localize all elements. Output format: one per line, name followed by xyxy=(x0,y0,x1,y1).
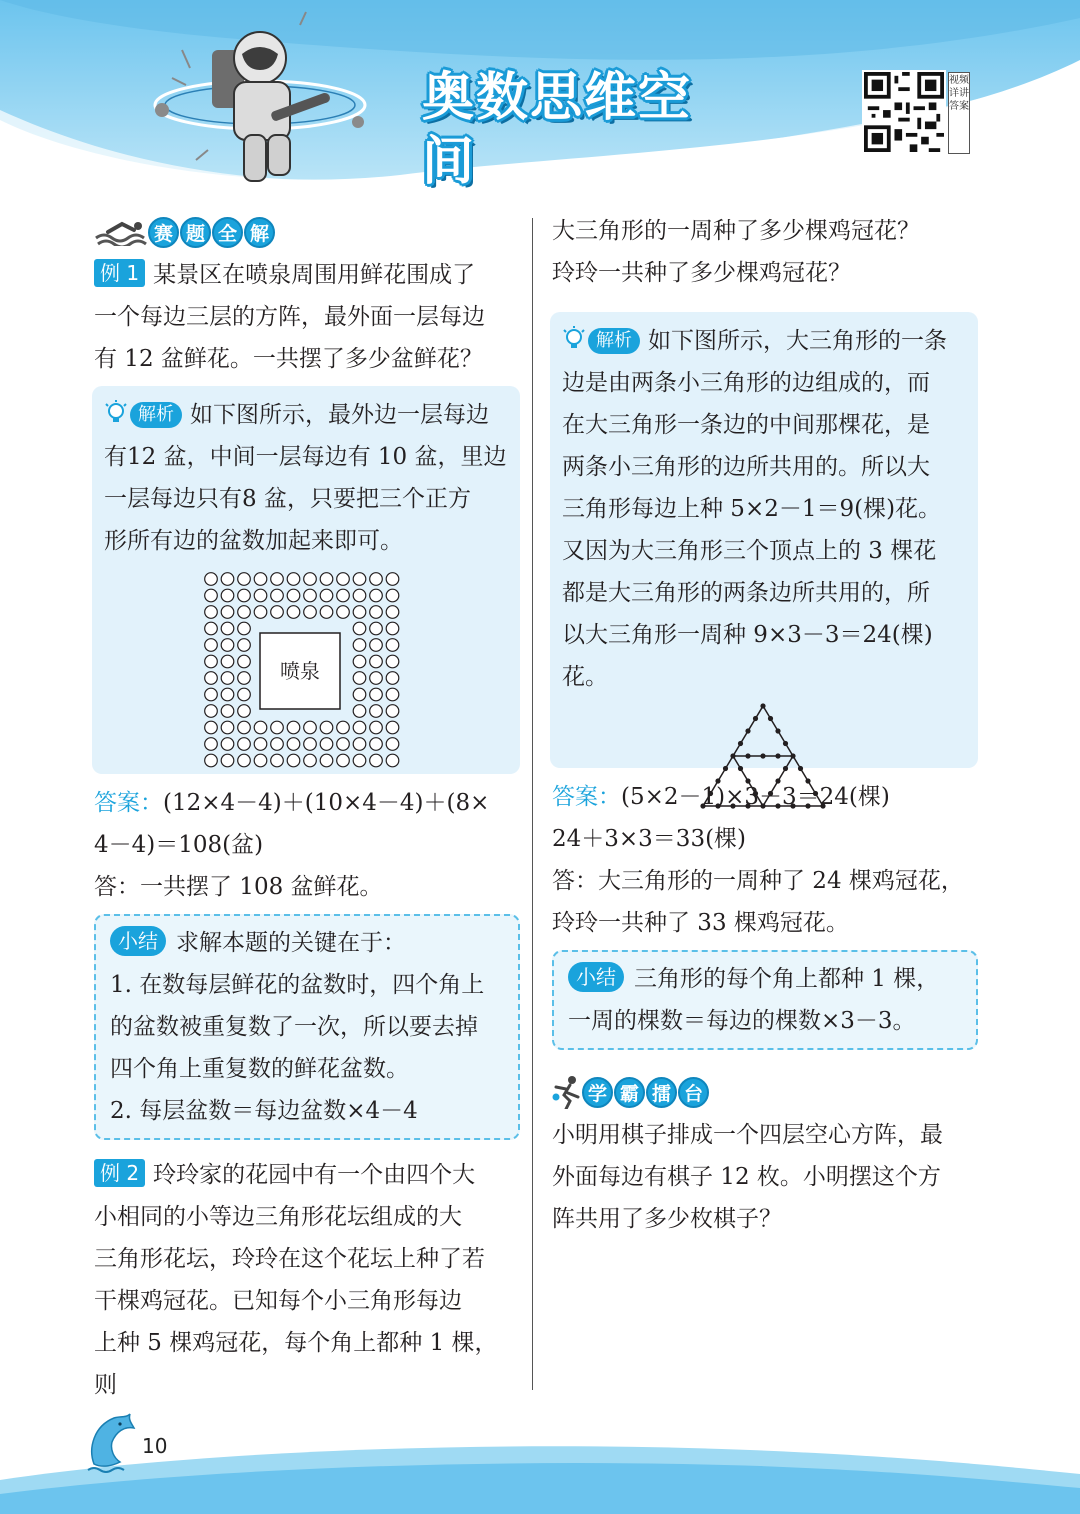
answer-2-label: 答案： xyxy=(552,784,621,810)
flower-pot-circle xyxy=(304,589,317,602)
flower-pot-circle xyxy=(205,639,218,652)
flower-pot-circle xyxy=(320,589,333,602)
flower-dot xyxy=(745,728,750,733)
flower-pot-circle xyxy=(370,705,383,718)
flower-pot-circle xyxy=(304,721,317,734)
flower-pot-circle xyxy=(320,721,333,734)
analysis-1-line: 一层每边只有8 盆，只要把三个正方 xyxy=(104,486,471,512)
analysis-2-line: 如下图所示，大三角形的一条 xyxy=(648,328,947,354)
answer-2-line: 答：大三角形的一周种了 24 棵鸡冠花， xyxy=(552,868,964,894)
flower-pot-circle xyxy=(386,606,399,619)
flower-pot-circle xyxy=(386,688,399,701)
example-2-line: 玲玲一共种了多少棵鸡冠花？ xyxy=(552,260,851,286)
answer-2 xyxy=(552,776,978,944)
example-2-continued xyxy=(552,210,978,294)
example-2-line: 三角形花坛，玲玲在这个花坛上种了若 xyxy=(94,1246,485,1272)
example-1-line: 某景区在喷泉周围用鲜花围成了 xyxy=(153,262,476,288)
flower-pot-circle xyxy=(386,754,399,767)
flower-pot-circle xyxy=(353,721,366,734)
fountain-label: 喷泉 xyxy=(280,659,320,683)
flower-dot xyxy=(768,716,773,721)
flower-pot-circle xyxy=(287,573,300,586)
answer-1-label: 答案： xyxy=(94,790,163,816)
flower-pot-circle xyxy=(205,655,218,668)
analysis-2-line: 以大三角形一周种 9×3－3＝24(棵)花。 xyxy=(562,622,933,690)
page-number: 10 xyxy=(142,1434,168,1458)
analysis-2-line: 在大三角形一条边的中间那棵花，是 xyxy=(562,412,930,438)
section-title-char: 霸 xyxy=(614,1077,645,1108)
section-title-char: 学 xyxy=(582,1077,613,1108)
flower-dot xyxy=(760,703,765,708)
flower-pot-circle xyxy=(353,688,366,701)
challenge-problem xyxy=(552,1114,978,1240)
flower-pot-circle xyxy=(271,573,284,586)
flower-pot-circle xyxy=(386,573,399,586)
qr-label: 视频详讲答案 xyxy=(948,72,970,154)
section-title-char: 题 xyxy=(180,217,211,248)
athlete-icon xyxy=(552,1075,582,1109)
flower-pot-circle xyxy=(337,738,350,751)
example-2-line: 玲玲家的花园中有一个由四个大 xyxy=(153,1162,476,1188)
flower-pot-circle xyxy=(320,738,333,751)
flower-pot-circle xyxy=(221,721,234,734)
flower-pot-circle xyxy=(238,672,251,685)
challenge-line: 小明用棋子排成一个四层空心方阵，最 xyxy=(552,1122,943,1148)
flower-pot-circle xyxy=(287,606,300,619)
analysis-2-line: 三角形每边上种 5×2－1＝9(棵)花。 xyxy=(562,496,942,522)
flower-pot-circle xyxy=(353,573,366,586)
flower-pot-circle xyxy=(254,606,267,619)
answer-2-line: 24＋3×3＝33(棵) xyxy=(552,826,747,852)
flower-pot-circle xyxy=(370,589,383,602)
flower-pot-circle xyxy=(370,655,383,668)
flower-pot-circle xyxy=(287,721,300,734)
flower-pot-circle xyxy=(370,672,383,685)
flower-pot-circle xyxy=(271,754,284,767)
flower-dot xyxy=(790,753,795,758)
flower-pot-circle xyxy=(254,573,267,586)
flower-pot-circle xyxy=(205,705,218,718)
flower-pot-circle xyxy=(337,589,350,602)
flower-pot-circle xyxy=(353,705,366,718)
flower-pot-circle xyxy=(337,754,350,767)
challenge-line: 外面每边有棋子 12 枚。小明摆这个方 xyxy=(552,1164,941,1190)
section-title-char: 赛 xyxy=(148,217,179,248)
flower-pot-circle xyxy=(337,606,350,619)
example-2-tag: 例 2 xyxy=(94,1159,145,1187)
example-2 xyxy=(94,1154,520,1406)
flower-pot-circle xyxy=(287,754,300,767)
flower-pot-circle xyxy=(221,655,234,668)
flower-pot-circle xyxy=(386,738,399,751)
flower-dot xyxy=(775,728,780,733)
flower-pot-circle xyxy=(238,754,251,767)
flower-pot-circle xyxy=(221,606,234,619)
flower-pot-circle xyxy=(304,606,317,619)
flower-pot-circle xyxy=(370,622,383,635)
flower-pot-circle xyxy=(254,721,267,734)
example-1-line: 一个每边三层的方阵，最外面一层每边 xyxy=(94,304,485,330)
flower-pot-circle xyxy=(370,721,383,734)
analysis-1-box xyxy=(92,386,520,774)
qr-code-icon[interactable] xyxy=(862,70,946,154)
right-column xyxy=(552,210,978,1240)
section-title-char: 全 xyxy=(212,217,243,248)
flower-pot-circle xyxy=(386,639,399,652)
example-2-line: 干棵鸡冠花。已知每个小三角形每边 xyxy=(94,1288,462,1314)
flower-pot-circle xyxy=(271,738,284,751)
flower-pot-circle xyxy=(205,573,218,586)
flower-pot-circle xyxy=(254,589,267,602)
flower-pot-circle xyxy=(205,754,218,767)
swimmer-icon xyxy=(94,218,148,246)
page-title: 奥数思维空间 xyxy=(422,68,693,192)
flower-pot-circle xyxy=(205,688,218,701)
flower-pot-circle xyxy=(271,589,284,602)
example-2-line: 上种 5 棵鸡冠花，每个角上都种 1 棵，则 xyxy=(94,1330,498,1398)
analysis-2-line: 都是大三角形的两条边所共用的，所 xyxy=(562,580,930,606)
example-1-line: 有 12 盆鲜花。一共摆了多少盆鲜花？ xyxy=(94,346,483,372)
left-column xyxy=(94,210,520,1406)
flower-pot-circle xyxy=(353,589,366,602)
summary-2-line: 三角形的每个角上都种 1 棵， xyxy=(634,966,940,992)
flower-pot-circle xyxy=(370,573,383,586)
flower-pot-circle xyxy=(370,754,383,767)
flower-dot xyxy=(760,753,765,758)
flower-pot-circle xyxy=(271,606,284,619)
astronaut-illustration xyxy=(150,10,380,195)
flower-dot xyxy=(798,766,803,771)
analysis-2-line: 边是由两条小三角形的边组成的，而 xyxy=(562,370,930,396)
flower-pot-circle xyxy=(353,639,366,652)
flower-pot-circle xyxy=(238,573,251,586)
analysis-2-line: 又因为大三角形三个顶点上的 3 棵花 xyxy=(562,538,937,564)
answer-1 xyxy=(94,782,520,908)
flower-pot-circle xyxy=(320,573,333,586)
flower-pot-circle xyxy=(271,721,284,734)
section-title-char: 台 xyxy=(678,1077,709,1108)
flower-dot xyxy=(783,741,788,746)
summary-1-line: 1. 在数每层鲜花的盆数时，四个角上 xyxy=(110,972,485,998)
analysis-2-box xyxy=(550,312,978,768)
challenge-line: 阵共用了多少枚棋子？ xyxy=(552,1206,782,1232)
flower-pot-circle xyxy=(370,738,383,751)
flower-pot-circle xyxy=(205,738,218,751)
summary-2-badge: 小结 xyxy=(568,962,624,992)
answer-1-line: 答：一共摆了 108 盆鲜花。 xyxy=(94,874,383,900)
section-title-char: 擂 xyxy=(646,1077,677,1108)
flower-pot-circle xyxy=(221,622,234,635)
flower-pot-circle xyxy=(370,688,383,701)
flower-pot-circle xyxy=(221,738,234,751)
flower-pot-circle xyxy=(238,606,251,619)
flower-dot xyxy=(730,753,735,758)
summary-1-badge: 小结 xyxy=(110,926,166,956)
flower-pot-circle xyxy=(386,705,399,718)
summary-1-line: 的盆数被重复数了一次，所以要去掉 xyxy=(110,1014,478,1040)
lightbulb-icon xyxy=(562,326,586,352)
flower-dot xyxy=(745,753,750,758)
flower-pot-circle xyxy=(205,721,218,734)
flower-pot-circle xyxy=(370,639,383,652)
flower-pot-circle xyxy=(221,754,234,767)
flower-pot-circle xyxy=(353,606,366,619)
analysis-1-line: 如下图所示，最外边一层每边 xyxy=(190,402,489,428)
flower-pot-circle xyxy=(353,754,366,767)
analysis-2-badge: 解析 xyxy=(588,328,640,354)
flower-pot-circle xyxy=(205,622,218,635)
flower-pot-circle xyxy=(238,622,251,635)
flower-pot-circle xyxy=(386,672,399,685)
flower-pot-circle xyxy=(238,738,251,751)
flower-pot-circle xyxy=(287,589,300,602)
flower-dot xyxy=(775,753,780,758)
flower-square-figure xyxy=(200,568,406,774)
flower-dot xyxy=(753,716,758,721)
flower-pot-circle xyxy=(221,589,234,602)
flower-pot-circle xyxy=(221,688,234,701)
flower-pot-circle xyxy=(238,589,251,602)
flower-pot-circle xyxy=(353,655,366,668)
flower-pot-circle xyxy=(304,573,317,586)
flower-pot-circle xyxy=(320,754,333,767)
dolphin-icon xyxy=(84,1412,140,1474)
flower-dot xyxy=(738,766,743,771)
summary-1-line: 2. 每层盆数＝每边盆数×4－4 xyxy=(110,1098,418,1124)
flower-pot-circle xyxy=(386,655,399,668)
summary-1-box xyxy=(94,914,520,1140)
column-divider xyxy=(532,218,533,1390)
analysis-1-line: 有12 盆，中间一层每边有 10 盆，里边 xyxy=(104,444,507,470)
example-2-line: 小相同的小等边三角形花坛组成的大 xyxy=(94,1204,462,1230)
flower-pot-circle xyxy=(238,705,251,718)
flower-pot-circle xyxy=(221,705,234,718)
analysis-2-line: 两条小三角形的边所共用的。所以大 xyxy=(562,454,930,480)
answer-2-line: 玲玲一共种了 33 棵鸡冠花。 xyxy=(552,910,849,936)
section-heading-challenge xyxy=(552,1070,978,1114)
flower-pot-circle xyxy=(238,688,251,701)
summary-2-box xyxy=(552,950,978,1050)
flower-pot-circle xyxy=(238,721,251,734)
flower-pot-circle xyxy=(205,606,218,619)
flower-pot-circle xyxy=(304,738,317,751)
flower-pot-circle xyxy=(337,721,350,734)
flower-pot-circle xyxy=(221,639,234,652)
answer-1-line: (12×4－4)＋(10×4－4)＋(8× xyxy=(163,790,490,816)
flower-pot-circle xyxy=(205,589,218,602)
flower-pot-circle xyxy=(238,655,251,668)
flower-dot xyxy=(738,741,743,746)
summary-2-line: 一周的棵数＝每边的棵数×3－3。 xyxy=(568,1008,916,1034)
answer-2-line: (5×2－1)×3－3＝24(棵) xyxy=(621,784,890,810)
section-title-char: 解 xyxy=(244,217,275,248)
lightbulb-icon xyxy=(104,400,128,426)
flower-pot-circle xyxy=(238,639,251,652)
flower-pot-circle xyxy=(254,754,267,767)
flower-dot xyxy=(723,766,728,771)
summary-1-line: 四个角上重复数的鲜花盆数。 xyxy=(110,1056,409,1082)
flower-pot-circle xyxy=(353,672,366,685)
flower-pot-circle xyxy=(353,622,366,635)
flower-pot-circle xyxy=(221,573,234,586)
flower-pot-circle xyxy=(221,672,234,685)
example-1-tag: 例 1 xyxy=(94,259,145,287)
example-1 xyxy=(94,254,520,380)
flower-pot-circle xyxy=(370,606,383,619)
flower-dot xyxy=(783,766,788,771)
flower-pot-circle xyxy=(254,738,267,751)
section-heading-competition xyxy=(94,210,520,254)
flower-pot-circle xyxy=(386,721,399,734)
flower-pot-circle xyxy=(386,622,399,635)
flower-pot-circle xyxy=(337,573,350,586)
flower-pot-circle xyxy=(320,606,333,619)
analysis-1-badge: 解析 xyxy=(130,402,182,428)
analysis-1-line: 形所有边的盆数加起来即可。 xyxy=(104,528,403,554)
answer-1-line: 4－4)＝108(盆) xyxy=(94,832,264,858)
example-2-line: 大三角形的一周种了多少棵鸡冠花？ xyxy=(552,218,920,244)
flower-pot-circle xyxy=(304,754,317,767)
summary-1-line: 求解本题的关键在于： xyxy=(176,930,406,956)
flower-pot-circle xyxy=(353,738,366,751)
flower-pot-circle xyxy=(287,738,300,751)
flower-pot-circle xyxy=(386,589,399,602)
flower-pot-circle xyxy=(205,672,218,685)
